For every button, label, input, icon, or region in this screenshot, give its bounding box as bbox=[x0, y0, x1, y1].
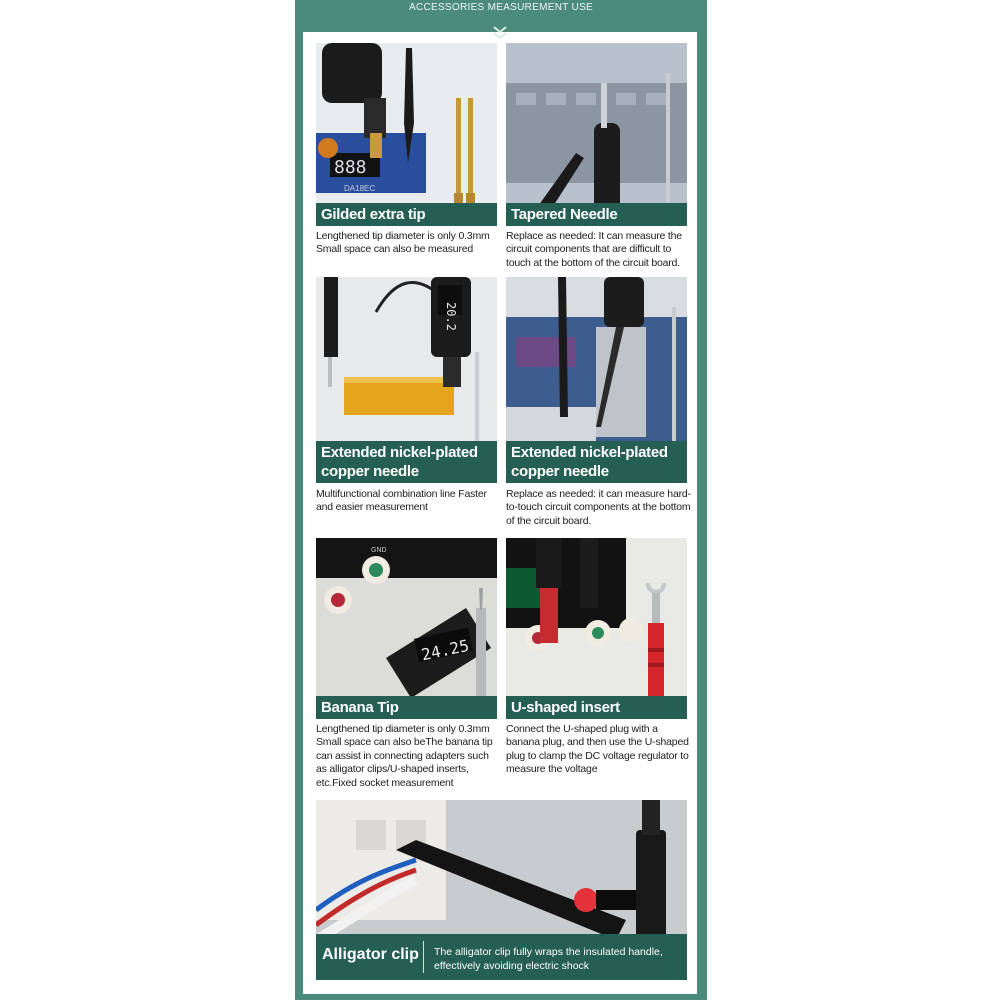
gnd-label: GND bbox=[371, 547, 387, 554]
meter-display-text: 20.2 bbox=[444, 302, 458, 331]
card-title: Tapered Needle bbox=[506, 203, 687, 226]
card-title: U-shaped insert bbox=[506, 696, 687, 719]
gilded-tip-photo bbox=[316, 43, 497, 225]
section-title: ACCESSORIES MEASUREMENT USE bbox=[408, 2, 594, 13]
card-title: Extended nickel-plated copper needle bbox=[316, 441, 497, 483]
card-description: Lengthened tip diameter is only 0.3mm Small space can also be measured bbox=[316, 230, 490, 256]
card-description: Connect the U-shaped plug with a banana plug, and then use the U-shaped plug to clamp the DC voltage regulator to measure the voltage bbox=[506, 723, 689, 776]
card-description: Replace as needed: it can measure hard-to-touch circuit components at the bottom of the circuit board. bbox=[506, 488, 691, 527]
card-description: Multifunctional combination line Faster and easier measurement bbox=[316, 488, 487, 514]
tapered-needle-photo bbox=[506, 43, 687, 225]
meter-display-text: 24.25 bbox=[419, 635, 471, 665]
card-title: Gilded extra tip bbox=[316, 203, 497, 226]
divider bbox=[423, 941, 424, 973]
banana-tip-photo bbox=[316, 538, 497, 718]
card-title: Banana Tip bbox=[316, 696, 497, 719]
board-code-text: DA18EC bbox=[344, 184, 376, 193]
card-title: Extended nickel-plated copper needle bbox=[506, 441, 687, 483]
u-shaped-insert-photo bbox=[506, 538, 687, 718]
alligator-clip-title: Alligator clip bbox=[322, 946, 419, 963]
card-description: Replace as needed: It can measure the circuit components that are difficult to touch at the bottom of the circuit board. bbox=[506, 230, 682, 269]
chevron-down-icon bbox=[492, 24, 508, 42]
alligator-clip-description: The alligator clip fully wraps the insulated handle, effectively avoiding electric shock bbox=[434, 946, 663, 972]
board-display-text: 888 bbox=[334, 157, 367, 178]
card-description: Lengthened tip diameter is only 0.3mm Small space can also beThe banana tip can assist in connecting adapters such as alligator clips/U-shaped inserts, etc.Fixed socket measurement bbox=[316, 723, 493, 789]
